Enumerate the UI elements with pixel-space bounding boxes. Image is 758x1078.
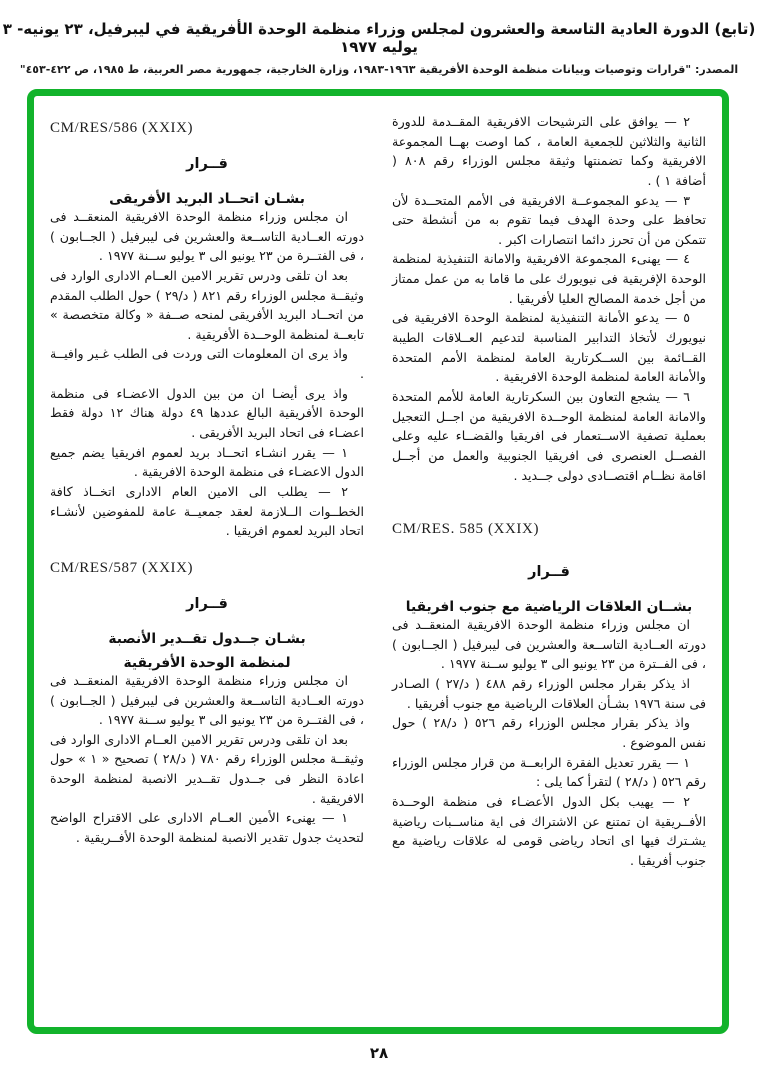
paragraph: بعد ان تلقى ودرس تقرير الامين العــام الادارى الوارد فى وثيقــة مجلس الوزراء رقم ٧٨٠ ( د/٢٨ ) تصحيح « ١ » حول اعادة النظر فى جــدول تقــدير الانصبة لمنظمة الوحدة الافريقية . [50, 731, 364, 806]
paragraph: ٣ — يدعو المجموعــة الافريقية فى الأمم المتحــدة لأن تحافظ على وحدة الهدف فيما تقوم به من أنشطة حتى تتمكن من أن تحرز دائما انتصارات اكبر . [392, 192, 706, 247]
resolution-title-587: قــرار [186, 595, 228, 612]
resolution-title-586: قــرار [186, 156, 228, 172]
paragraph: ٥ — يدعو الأمانة التنفيذية لمنظمة الوحدة الافريقية فى نيويورك لأتخاذ التدابير المناسبة لتدعيم العــلاقات الطيبة القــائمة بين الســكرتارية العامة لمنظمة الأمم المتحدة والأمانة العامة لمنظمة الوحدة الافريقية . [392, 310, 706, 385]
paragraph: ١ — يقرر انشـاء اتحــاد بريد لعموم افريقيا يضم جميع الدول الاعضـاء فى منظمة الوحدة الافريقية . [50, 444, 364, 480]
paragraph: ١ — يهنىء الأمين العــام الادارى على الاقتراح الواضح لتحديث جدول تقدير الانصبة لمنظمة الوحدة الأفــريقية . [50, 810, 364, 846]
green-document-frame [27, 89, 729, 1034]
paragraph: ٦ — يشجع التعاون بين السكرتارية العامة للأمم المتحدة والامانة العامة لمنظمة الوحــدة الافريقية من اجــل التعجيل بعملية تصفية الاســتعمار فى افريقيا والقضــاء عليه وعلى الفصــل العنصرى فى افريقيا الجنوبية والعمل من أجــل اقامة نظــام اقتصــادى دولى جــديد . [392, 388, 706, 483]
paragraph: ١ — يقرر تعديل الفقرة الرابعــة من قرار مجلس الوزراء رقم ٥٢٦ ( د/٢٨ ) لتقرأ كما يلى : [392, 754, 706, 790]
resolution-subject-587-line2: لمنظمة الوحدة الأفريقية [123, 654, 291, 671]
resolution-code-585: CM/RES. 585 (XXIX) [392, 521, 540, 538]
paragraph: ان مجلس وزراء منظمة الوحدة الافريقية المنعقــد فى دورته العــادية التاســعة والعشرين فى ليبرفيل ( الجــابون ) ، فى الفتــرة من ٢٣ يونيو الى ٣ يوليو ســنة ١٩٧٧ . [50, 209, 364, 264]
paragraph: ان مجلس وزراء منظمة الوحدة الافريقية المنعقــد فى دورته العــادية التاســعة والعشرين فى ليبرفيل ( الجــابون ) ، فى الفتــرة من ٢٣ يونيو الى ٣ يوليو ســنة ١٩٧٧ . [50, 672, 364, 728]
resolution-code-587: CM/RES/587 (XXIX) [50, 559, 194, 576]
paragraph: ٤ — يهنىء المجموعة الافريقية والامانة التنفيذية لمنظمة الوحدة الإفريقية فى نيويورك على ما قاما به من عمل ممتاز من أجل خدمة المصالح العليا لأفريقيا . [392, 251, 706, 306]
paragraph: واذ يرى ان المعلومات التى وردت فى الطلب غـير وافيــة . [50, 346, 364, 382]
two-column-layout [34, 96, 722, 1003]
column-right [392, 112, 706, 995]
paragraph: ٢ — يطلب الى الامين العام الادارى اتخــاذ كافة الخطــوات الــلازمة لعقد جمعيــة عامة للمفوضين لأنشـاء اتحاد البريد لعموم افريقيا . [50, 483, 364, 539]
resolution-subject-587-line1: بشـان جــدول تقــدير الأنصبة [108, 630, 306, 647]
paragraph: واذ يرى أيضـا ان من بين الدول الاعضـاء فى منظمة الوحدة الأفريقية البالغ عددها ٤٩ دولة هناك ١٢ دولة فقط اعضـاء فى اتحاد البريد الأفريقى . [50, 385, 365, 441]
resolution-subject-585: بشــان العلاقات الرياضية مع جنوب افريقيا [405, 599, 693, 616]
resolution-code-586: CM/RES/586 (XXIX) [50, 120, 194, 136]
paragraph: بعد ان تلقى ودرس تقرير الامين العــام الادارى الوارد فى وثيقــة مجلس الوزراء رقم ٨٢١ ( د/٢٩ ) حول الطلب المقدم من اتحــاد البريد الأفريقى لمنحه صــفة « وكالة متخصصة » تابعــة لمنظمة الوحــدة الأفريقية . [50, 267, 364, 342]
page-header [0, 20, 758, 76]
session-title: (تابع) الدورة العادية التاسعة والعشرون لمجلس وزراء منظمة الوحدة الأفريقية في ليبرفيل، ٢٣ يونيه- ٣ يوليه ١٩٧٧ [2, 20, 756, 56]
column-left [50, 112, 364, 995]
paragraph: واذ يذكر بقرار مجلس الوزراء رقم ٥٢٦ ( د/٢٨ ) حول نفس الموضوع . [392, 715, 706, 751]
paragraph: ٢ — يوافق على الترشيحات الافريقية المقــدمة للدورة الثانية والثلاثين للجمعية العامة ، كما اوصت بهــا المجموعة الافريقية وكما تضمنتها وثيقة مجلس الوزراء رقم ٨٠٨ ( أضافة ١ ) . [392, 114, 706, 188]
paragraph: ٢ — يهيب بكل الدول الأعضـاء فى منظمة الوحــدة الأفــريقية ان تمتنع عن الاشتراك فى اية مناســبات رياضية يشـترك فيها اى اتحاد رياضى قومى له علاقات رياضية مع جنوب أفريقيا . [392, 793, 706, 868]
source-citation: المصدر: "قرارات وتوصيات وبيانات منظمة الوحدة الأفريقية ١٩٦٣-١٩٨٣، وزارة الخارجية، جمهورية مصر العربية، ط ١٩٨٥، ص ٤٢٢-٤٥٣" [19, 63, 739, 76]
resolution-subject-586: بشـان اتحــاد البريد الأفريقى [109, 191, 305, 207]
paragraph: ان مجلس وزراء منظمة الوحدة الافريقية المنعقــد فى دورته العــادية التاســعة والعشرين فى ليبرفيل ( الجــابون ) ، فى الفــترة من ٢٣ يونيو الى ٣ يوليو ســنة ١٩٧٧ . [392, 617, 706, 672]
paragraph: اذ يذكر بقرار مجلس الوزراء رقم ٤٨٨ ( د/٢٧ ) الصـادر فى سنة ١٩٧٦ بشـأن العلاقات الرياضية مع جنوب أفريقيا . [392, 676, 706, 711]
page-number: ٢٨ [369, 1044, 389, 1062]
resolution-title-585: قــرار [528, 564, 570, 581]
